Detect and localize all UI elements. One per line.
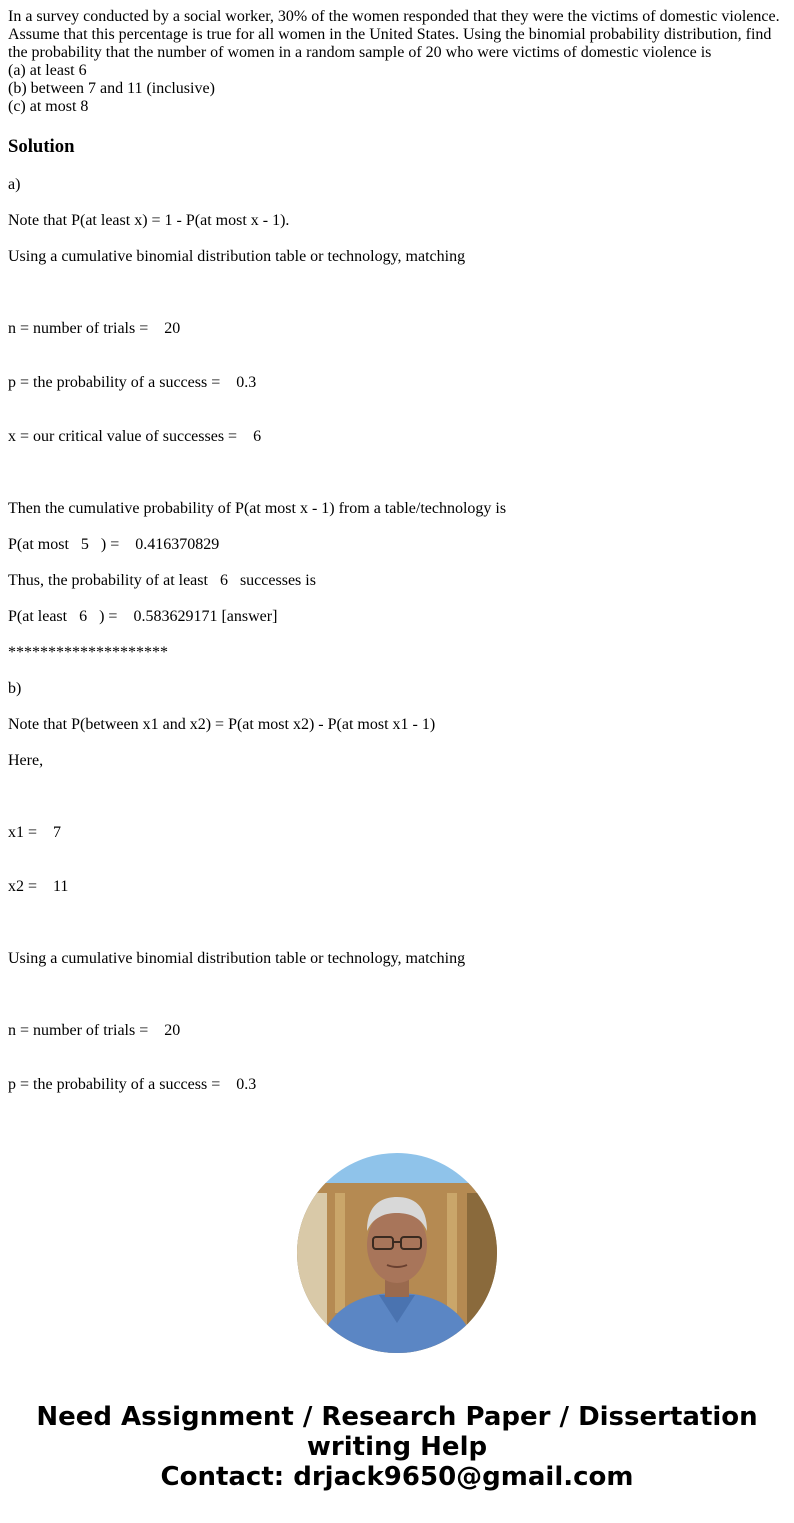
question-part-c: (c) at most 8: [8, 98, 89, 115]
param-line: p = the probability of a success = 0.3: [8, 374, 257, 391]
part-a-using: Using a cumulative binomial distribution table or technology, matching: [8, 248, 466, 265]
part-b-note: Note that P(between x1 and x2) = P(at most x2) - P(at most x1 - 1): [8, 716, 436, 733]
x-line: x2 = 11: [8, 878, 69, 895]
part-a-label: a): [8, 176, 21, 193]
part-b-label: b): [8, 680, 22, 697]
footer-line-2: writing Help: [306, 1432, 488, 1462]
question-part-b: (b) between 7 and 11 (inclusive): [8, 80, 215, 97]
avatar-portrait-icon: [297, 1153, 497, 1353]
part-b-xs: [8, 788, 788, 932]
part-a-then: Then the cumulative probability of P(at most x - 1) from a table/technology is: [8, 500, 507, 517]
avatar: [297, 1153, 497, 1353]
part-b-using: Using a cumulative binomial distribution table or technology, matching: [8, 950, 466, 967]
question: [8, 8, 788, 116]
question-part-a: (a) at least 6: [8, 62, 87, 79]
param-line: n = number of trials = 20: [8, 1022, 181, 1039]
footer-line-1: Need Assignment / Research Paper / Dissertation: [36, 1402, 758, 1432]
part-a-answer: P(at least 6 ) = 0.583629171 [answer]: [8, 608, 278, 625]
part-b-params: [8, 986, 788, 1123]
param-line: p = the probability of a success = 0.3: [8, 1076, 257, 1093]
part-a-note: Note that P(at least x) = 1 - P(at most x - 1).: [8, 212, 290, 229]
document-body: [8, 8, 788, 1123]
param-line: x = our critical value of successes = 6: [8, 428, 262, 445]
param-line: n = number of trials = 20: [8, 320, 181, 337]
part-a-at-most: P(at most 5 ) = 0.416370829: [8, 536, 220, 553]
solution-body: [8, 176, 788, 1123]
part-a-thus: Thus, the probability of at least 6 successes is: [8, 572, 316, 589]
part-a-params: [8, 284, 788, 482]
x-line: x1 = 7: [8, 824, 62, 841]
footer-contact-email: Contact: drjack9650@gmail.com: [160, 1462, 634, 1492]
part-b-here: Here,: [8, 752, 44, 769]
solution-heading: Solution: [8, 136, 75, 157]
question-intro: In a survey conducted by a social worker, 30% of the women responded that they were the victims of domestic violence. Assume that this percentage is true for all women in the United States. Using the binomial probability distribution, find the probability that the number of women in a random sample of 20 who were victims of domestic violence is: [8, 8, 780, 61]
separator: ********************: [8, 644, 168, 661]
footer-contact: [0, 1402, 794, 1492]
